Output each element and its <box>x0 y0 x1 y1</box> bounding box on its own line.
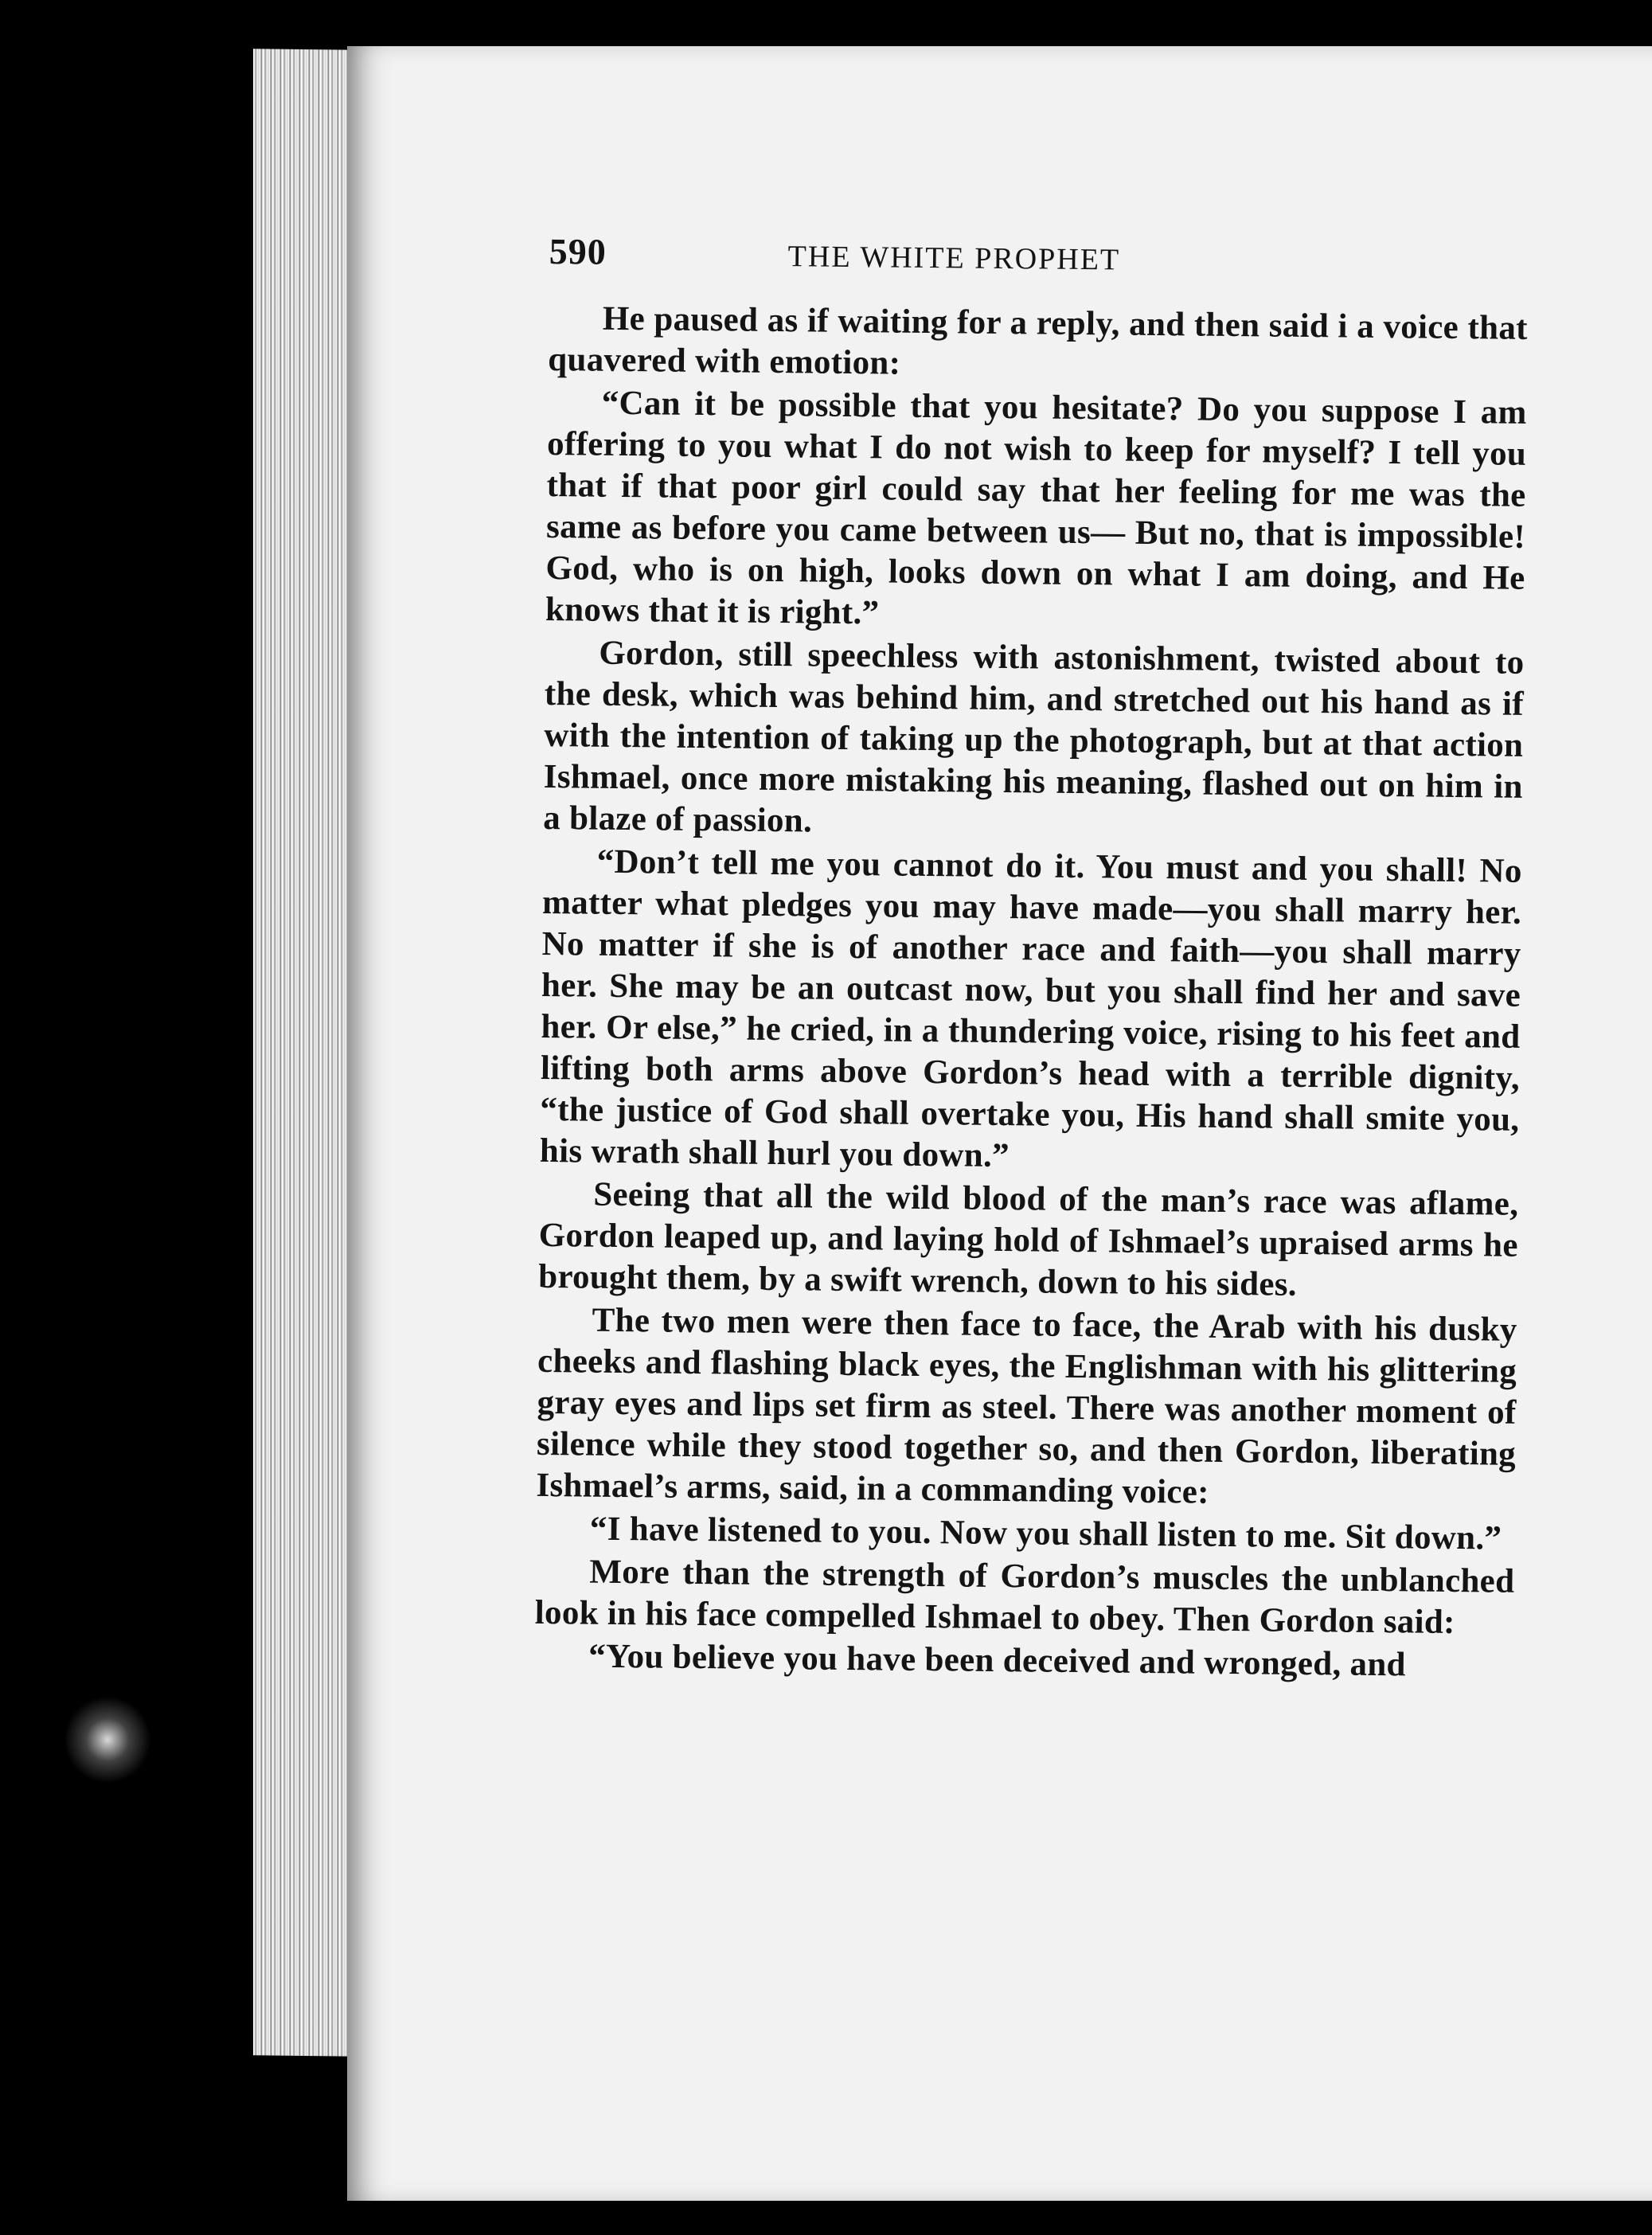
page-number: 590 <box>549 231 607 272</box>
paragraph: “You believe you have been deceived and wronged, and <box>588 1637 1407 1684</box>
paragraph: More than the strength of Gordon’s muscles the unblanched look in his face compelled Ishmael to obey. Then Gordon said: <box>534 1553 1515 1642</box>
paragraph: “Don’t tell me you cannot do it. You must and you shall! No matter what pledges you may have made—you shall marry her. No matter if she is of another race and faith—you shall marry her. She may be an outcast now, but you shall find her and save her. Or else,” he cried, in a thundering voice, rising to his feet and lifting both arms above Gordon’s head with a terrible dignity, “the justice of God shall overtake you, His hand shall smite you, his wrath shall hurl you down.” <box>539 842 1522 1175</box>
page-stack-edge <box>253 49 358 2056</box>
running-title: THE WHITE PROPHET <box>787 240 1121 277</box>
paragraph: Seeing that all the wild blood of the man’s race was aflame, Gordon leaped up, and laying hold of Ishmael’s upraised arms he brought them, by a swift wrench, down to his sides. <box>537 1175 1519 1303</box>
light-glare <box>64 1696 151 1784</box>
page-text <box>534 231 1529 1687</box>
paragraph: “Can it be possible that you hesitate? Do you suppose I am offering to you what I do not wish to keep for myself? I tell you that if that poor girl could say that her feeling for me was the same as before you came between us— But no, that is impossible! God, who is on high, looks down on what I am doing, and He knows that it is right.” <box>545 384 1527 632</box>
paragraph: Gordon, still speechless with astonishment, twisted about to the desk, which was behind him, and stretched out his hand as if with the intention of taking up the photograph, but at that action Ishmael, once more mistaking his meaning, flashed out on him in a blaze of passion. <box>543 634 1525 840</box>
running-head <box>549 231 1529 305</box>
paragraph: The two men were then face to face, the Arab with his dusky cheeks and flashing black eyes, the Englishman with his glittering gray eyes and lips set firm as steel. There was another moment of silence while they stood together so, and then Gordon, liberating Ishmael’s arms, said, in a commanding voice: <box>536 1301 1517 1511</box>
paragraph: He paused as if waiting for a reply, and then said i a voice that quavered with emotion: <box>548 299 1529 382</box>
paragraph: “I have listened to you. Now you shall listen to me. Sit down.” <box>589 1510 1502 1557</box>
